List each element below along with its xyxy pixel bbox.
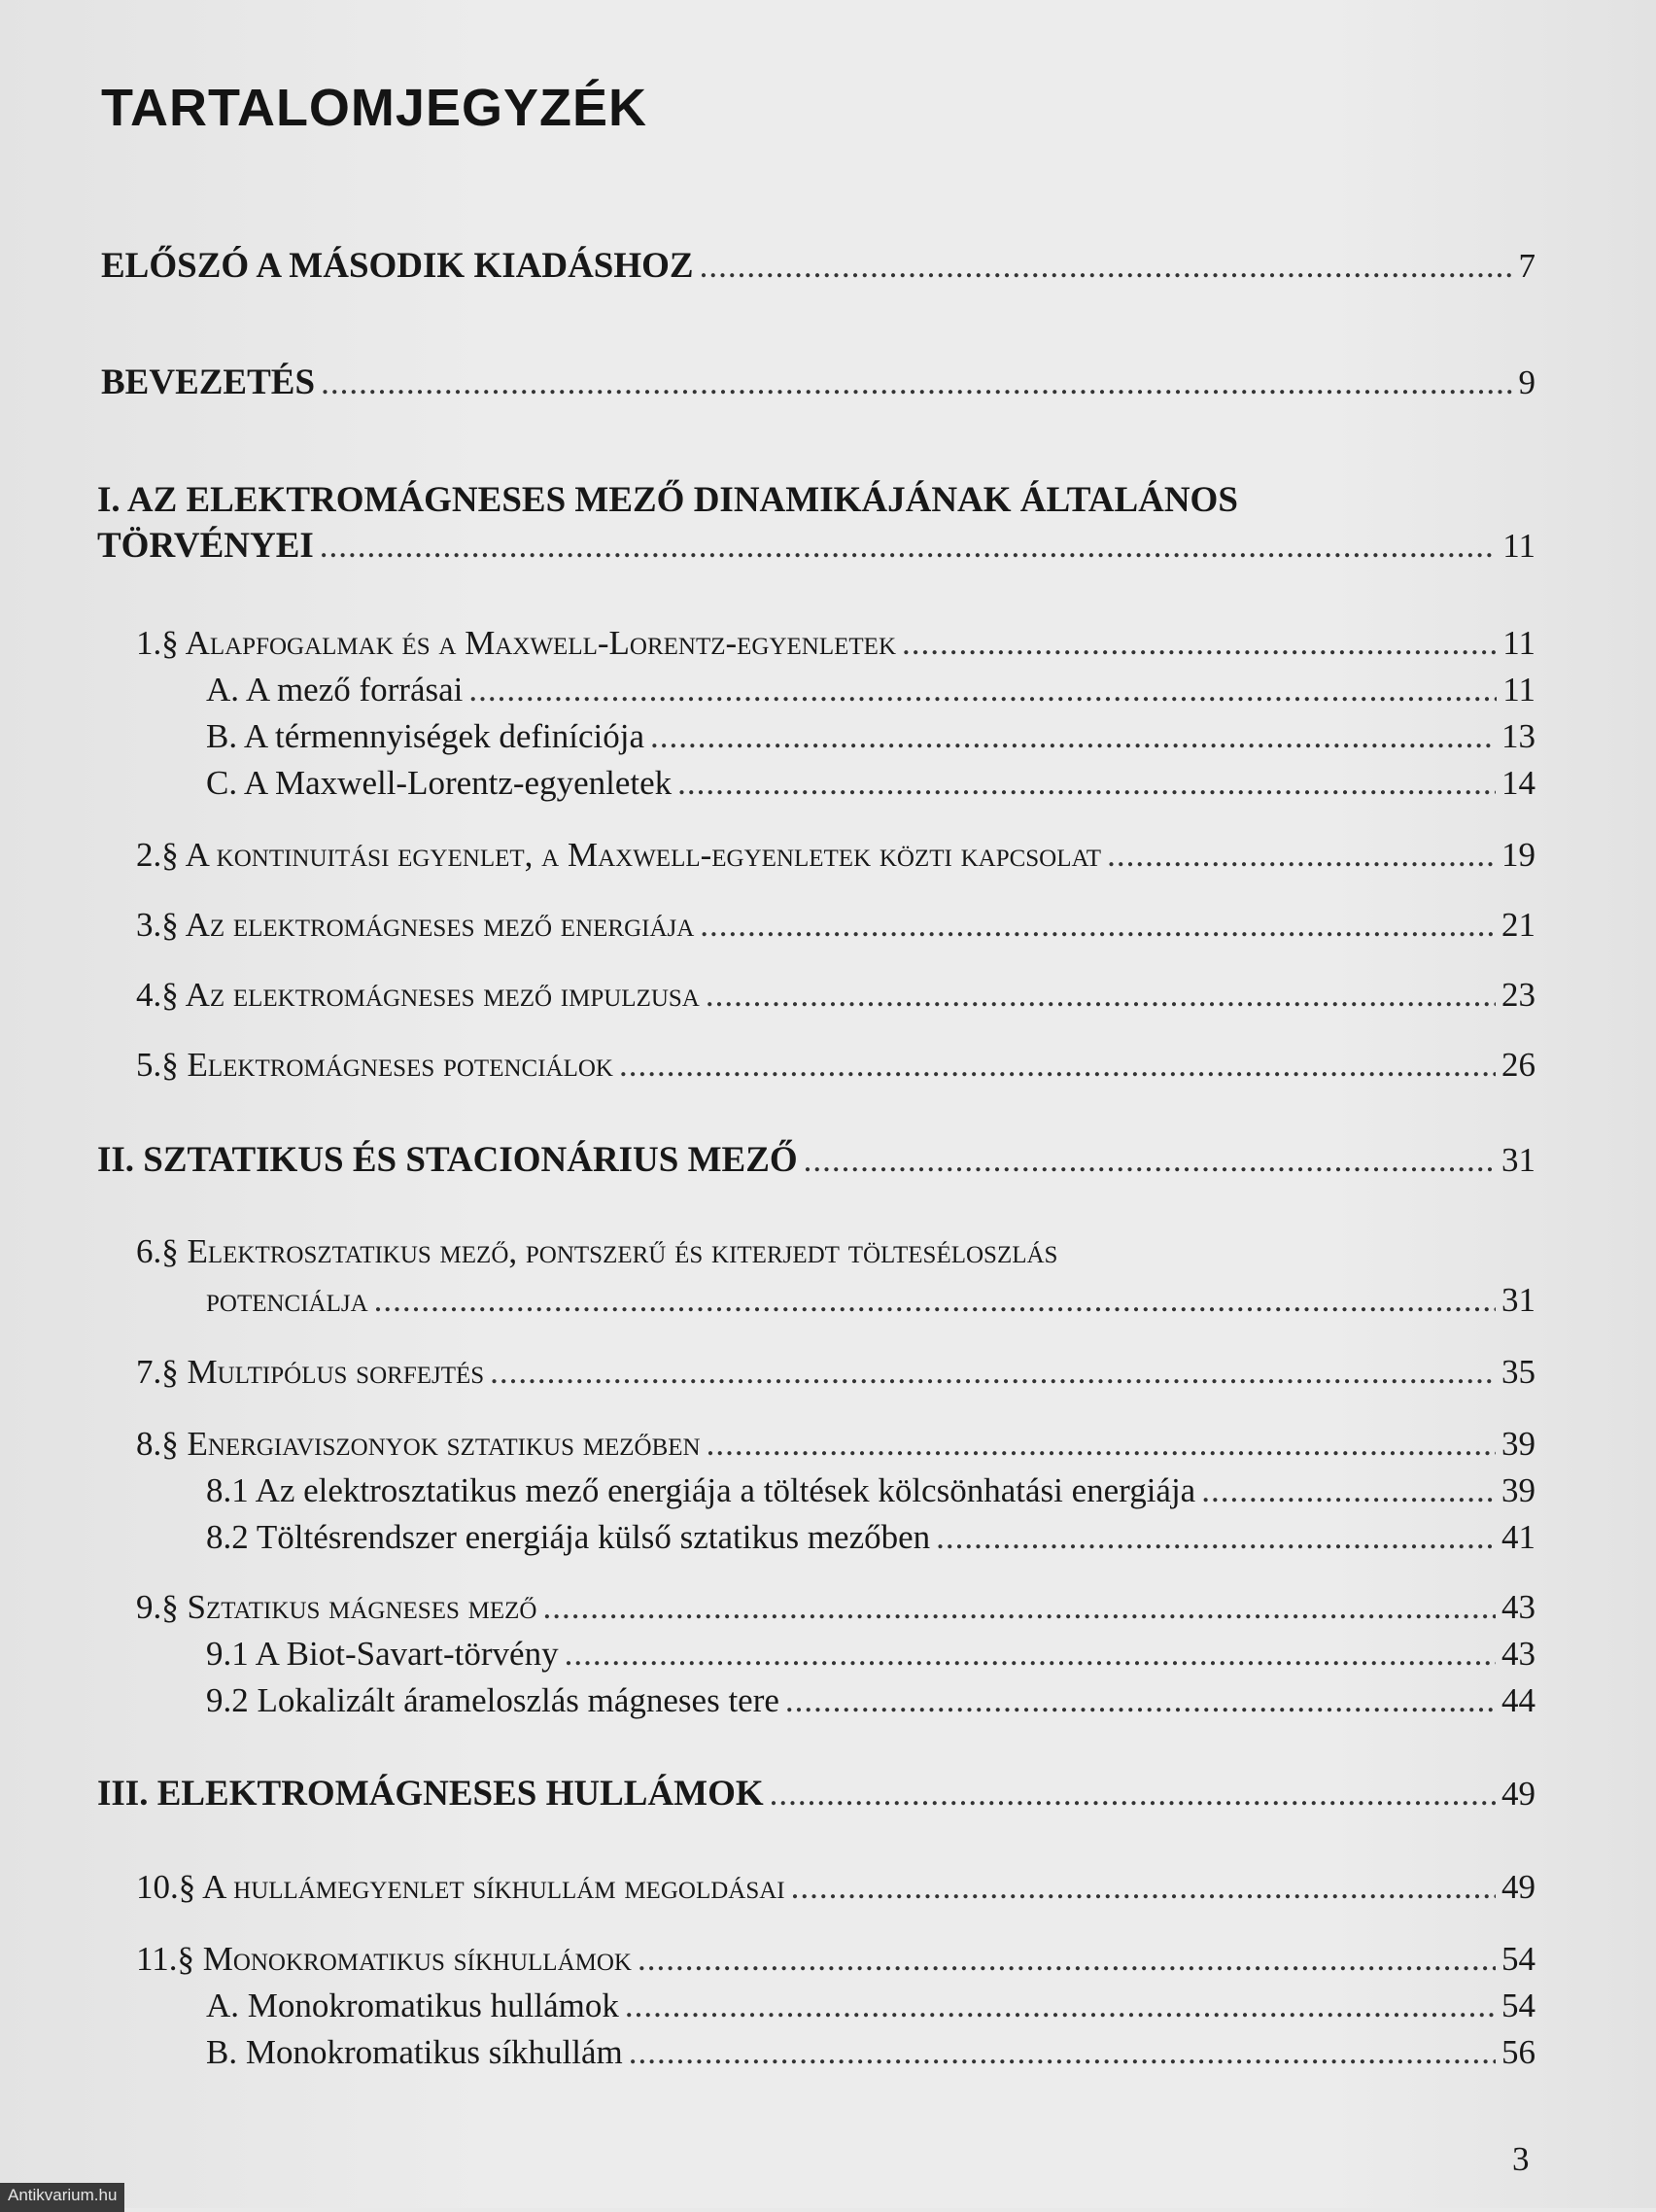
toc-page-number: 13 <box>1501 717 1535 755</box>
toc-section-6-line1 <box>136 1230 1535 1273</box>
toc-page-number: 39 <box>1501 1425 1535 1463</box>
leader-dots <box>1201 1469 1496 1512</box>
page-title: TARTALOMJEGYZÉK <box>101 79 647 137</box>
toc-entry-bevezetes[interactable] <box>101 362 1535 404</box>
toc-page-number: 19 <box>1501 836 1535 874</box>
toc-entry-label: 9.1 A Biot-Savart-törvény <box>206 1635 559 1673</box>
toc-subsection[interactable] <box>206 669 1535 711</box>
toc-entry-label: 1.§ Alapfogalmak és a Maxwell-Lorentz-egyenletek <box>136 624 896 662</box>
toc-section-6[interactable] <box>206 1279 1535 1322</box>
toc-subsection[interactable] <box>206 715 1535 758</box>
toc-subsection[interactable] <box>206 1469 1535 1512</box>
toc-page-number: 49 <box>1501 1775 1535 1813</box>
toc-entry-label: B. Monokromatikus síkhullám <box>206 2033 623 2071</box>
toc-entry-label: C. A Maxwell-Lorentz-egyenletek <box>206 764 673 802</box>
leader-dots <box>638 1938 1496 1981</box>
leader-dots <box>677 762 1496 805</box>
leader-dots <box>650 715 1496 758</box>
leader-dots <box>706 974 1496 1017</box>
toc-section-10[interactable] <box>136 1866 1535 1909</box>
toc-page-number: 23 <box>1501 976 1535 1014</box>
leader-dots <box>1107 834 1496 877</box>
toc-entry-label: 9.§ Sztatikus mágneses mező <box>136 1588 537 1626</box>
toc-page-number: 9 <box>1518 363 1535 401</box>
toc-page-number: 11 <box>1502 624 1535 662</box>
leader-dots <box>902 622 1497 665</box>
toc-entry-label: BEVEZETÉS <box>101 363 316 402</box>
toc-section-4[interactable] <box>136 974 1535 1017</box>
toc-entry-label: TÖRVÉNYEI <box>97 526 314 566</box>
leader-dots <box>700 245 1513 288</box>
toc-page-number: 31 <box>1501 1141 1535 1179</box>
leader-dots <box>374 1279 1496 1322</box>
leader-dots <box>629 2031 1496 2074</box>
watermark: Antikvarium.hu <box>0 2183 124 2212</box>
leader-dots <box>490 1351 1496 1394</box>
toc-entry-label: 7.§ Multipólus sorfejtés <box>136 1353 485 1391</box>
leader-dots <box>542 1586 1496 1629</box>
toc-page-number: 56 <box>1501 2033 1535 2071</box>
toc-entry-part1[interactable] <box>97 525 1535 568</box>
toc-page-number: 43 <box>1501 1588 1535 1626</box>
toc-entry-label: 11.§ Monokromatikus síkhullámok <box>136 1940 632 1978</box>
toc-page-number: 43 <box>1501 1635 1535 1673</box>
toc-section-11[interactable] <box>136 1938 1535 1981</box>
toc-entry-label: potenciálja <box>206 1281 368 1319</box>
leader-dots <box>770 1773 1496 1815</box>
toc-page-number: 11 <box>1502 527 1535 565</box>
toc-entry-label: 2.§ A kontinuitási egyenlet, a Maxwell-egyenletek közti kapcsolat <box>136 836 1102 874</box>
toc-section-5[interactable] <box>136 1044 1535 1087</box>
toc-entry-label: 4.§ Az elektromágneses mező impulzusa <box>136 976 700 1014</box>
leader-dots <box>791 1866 1496 1909</box>
toc-entry-label: II. SZTATIKUS ÉS STACIONÁRIUS MEZŐ <box>97 1140 798 1180</box>
toc-page-number: 11 <box>1502 671 1535 709</box>
toc-subsection[interactable] <box>206 1633 1535 1676</box>
toc-page-number: 14 <box>1501 764 1535 802</box>
toc-section-7[interactable] <box>136 1351 1535 1394</box>
toc-page-number: 54 <box>1501 1987 1535 2024</box>
toc-entry-label: 8.2 Töltésrendszer energiája külső sztatikus mezőben <box>206 1518 931 1556</box>
toc-entry-label: III. ELEKTROMÁGNESES HULLÁMOK <box>97 1774 764 1814</box>
toc-entry-label: 9.2 Lokalizált árameloszlás mágneses tere <box>206 1681 779 1719</box>
toc-section-3[interactable] <box>136 904 1535 947</box>
toc-page-number: 31 <box>1501 1281 1535 1319</box>
toc-subsection[interactable] <box>206 2031 1535 2074</box>
toc-section-1[interactable] <box>136 622 1535 665</box>
toc-entry-label: 8.§ Energiaviszonyok sztatikus mezőben <box>136 1425 701 1463</box>
toc-page-number: 39 <box>1501 1471 1535 1509</box>
toc-entry-label: 6.§ Elektrosztatikus mező, pontszerű és kiterjedt tölteséloszlás <box>136 1232 1058 1270</box>
leader-dots <box>619 1044 1496 1087</box>
toc-entry-eloszo[interactable] <box>101 245 1535 288</box>
toc-section-2[interactable] <box>136 834 1535 877</box>
toc-page-number: 7 <box>1518 247 1535 285</box>
page-number: 3 <box>1512 2140 1530 2178</box>
toc-page-number: 49 <box>1501 1868 1535 1906</box>
leader-dots <box>565 1633 1496 1676</box>
part-heading-line1: I. AZ ELEKTROMÁGNESES MEZŐ DINAMIKÁJÁNAK ÁLTALÁNOS <box>97 480 1238 520</box>
toc-page-number: 44 <box>1501 1681 1535 1719</box>
toc-entry-label: B. A térmennyiségek definíciója <box>206 717 645 755</box>
toc-entry-part3[interactable] <box>97 1773 1535 1815</box>
toc-page-number: 54 <box>1501 1940 1535 1978</box>
leader-dots <box>804 1139 1496 1182</box>
leader-dots <box>785 1679 1496 1722</box>
toc-entry-label: A. Monokromatikus hullámok <box>206 1987 619 2024</box>
leader-dots <box>707 1423 1496 1466</box>
leader-dots <box>700 904 1496 947</box>
toc-section-8[interactable] <box>136 1423 1535 1466</box>
toc-entry-label: 3.§ Az elektromágneses mező energiája <box>136 906 695 944</box>
toc-page-number: 35 <box>1501 1353 1535 1391</box>
toc-entry-label: 10.§ A hullámegyenlet síkhullám megoldásai <box>136 1868 785 1906</box>
leader-dots <box>320 525 1498 568</box>
toc-subsection[interactable] <box>206 1516 1535 1559</box>
toc-subsection[interactable] <box>206 762 1535 805</box>
toc-page-number: 26 <box>1501 1046 1535 1084</box>
leader-dots <box>936 1516 1496 1559</box>
toc-page-number: 21 <box>1501 906 1535 944</box>
leader-dots <box>625 1985 1496 2027</box>
toc-entry-part2[interactable] <box>97 1139 1535 1182</box>
leader-dots <box>321 362 1512 404</box>
toc-entry-label: A. A mező forrásai <box>206 671 464 709</box>
toc-section-9[interactable] <box>136 1586 1535 1629</box>
toc-page-number: 41 <box>1501 1518 1535 1556</box>
toc-entry-label: 8.1 Az elektrosztatikus mező energiája a töltések kölcsönhatási energiája <box>206 1471 1196 1509</box>
toc-entry-label: ELŐSZÓ A MÁSODIK KIADÁSHOZ <box>101 246 694 286</box>
leader-dots <box>468 669 1497 711</box>
toc-subsection[interactable] <box>206 1985 1535 2027</box>
toc-subsection[interactable] <box>206 1679 1535 1722</box>
toc-entry-label: 5.§ Elektromágneses potenciálok <box>136 1046 613 1084</box>
